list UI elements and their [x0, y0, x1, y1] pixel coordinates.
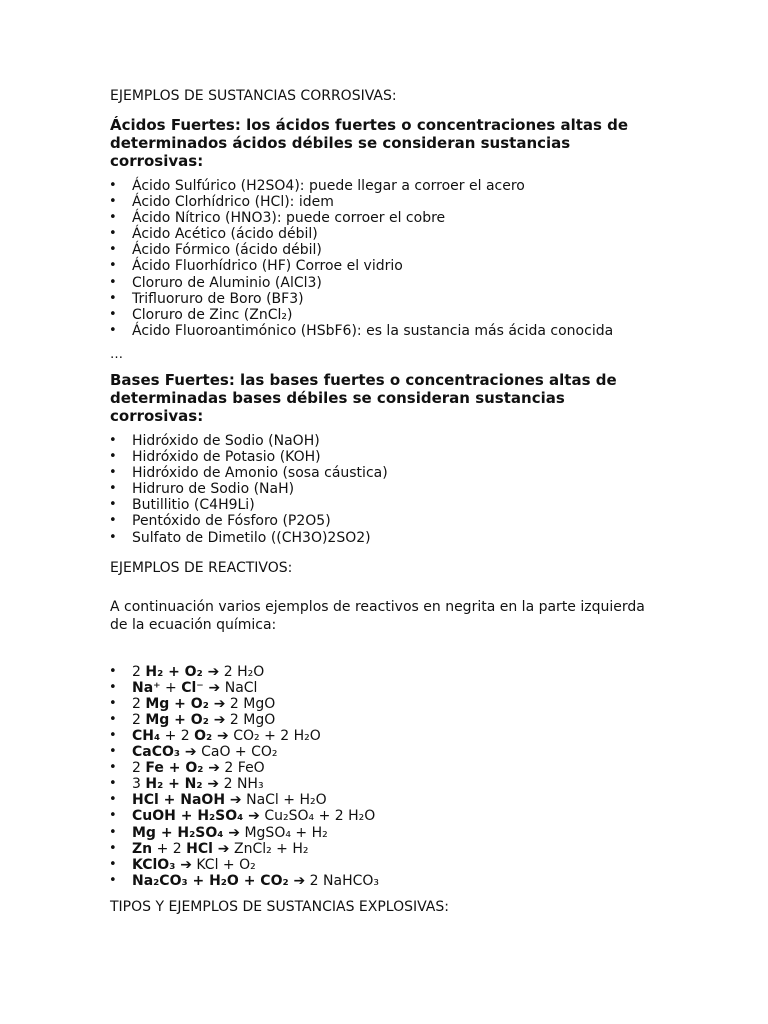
- explosives-heading: TIPOS Y EJEMPLOS DE SUSTANCIAS EXPLOSIVAS:: [110, 898, 449, 915]
- equations-list: [110, 664, 668, 889]
- equation-text: NaCl + H₂O: [241, 792, 327, 809]
- acids-list: [110, 178, 668, 339]
- equation-text: + 2: [152, 840, 187, 857]
- equation-text: CaO + CO₂: [196, 744, 278, 761]
- equation-reactant: Na₂CO₃ + H₂O + CO₂ ➔: [132, 872, 306, 889]
- list-item: • Ácido Clorhídrico (HCl): idem: [132, 194, 668, 210]
- equation-reactant: O₂ ➔: [194, 727, 229, 744]
- equation-reactant: CuOH + H₂SO₄ ➔: [132, 808, 260, 825]
- equation-text: 2 FeO: [219, 760, 265, 777]
- equation-reactant: H₂ + N₂ ➔: [145, 776, 220, 793]
- list-item: • Ácido Fórmico (ácido débil): [132, 242, 668, 258]
- equation-item: [132, 744, 668, 760]
- equation-text: Cu₂SO₄ + 2 H₂O: [259, 808, 376, 825]
- bases-list: [110, 433, 668, 546]
- equation-text: MgSO₄ + H₂: [240, 824, 328, 841]
- equation-item: [132, 841, 668, 857]
- equation-reactant: Mg + H₂SO₄ ➔: [132, 824, 241, 841]
- equation-text: CO₂ + 2 H₂O: [228, 727, 321, 744]
- reactives-intro: A continuación varios ejemplos de reactivos en negrita en la parte izquierda de la ecuación química:: [110, 598, 645, 633]
- list-item: • Trifluoruro de Boro (BF3): [132, 291, 668, 307]
- list-item: • Sulfato de Dimetilo ((CH3O)2SO2): [132, 530, 668, 546]
- list-item: • Ácido Nítrico (HNO3): puede corroer el cobre: [132, 210, 668, 226]
- list-item: • Pentóxido de Fósforo (P2O5): [132, 513, 668, 529]
- equation-reactant: Fe + O₂ ➔: [145, 760, 220, 777]
- equation-text: 2 NaHCO₃: [305, 872, 380, 889]
- ellipsis: …: [110, 346, 123, 362]
- equation-text: 2: [132, 711, 146, 728]
- equation-text: + 2: [160, 727, 195, 744]
- equation-reactant: HCl + NaOH ➔: [132, 792, 242, 809]
- equation-reactant: CH₄: [132, 727, 161, 744]
- equation-text: 2 MgO: [225, 711, 276, 728]
- reactives-heading: EJEMPLOS DE REACTIVOS:: [110, 559, 293, 576]
- equation-text: ZnCl₂ + H₂: [229, 840, 309, 857]
- list-item: • Hidróxido de Sodio (NaOH): [132, 433, 668, 449]
- corrosive-heading: EJEMPLOS DE SUSTANCIAS CORROSIVAS:: [110, 88, 397, 104]
- equation-reactant: Zn: [132, 840, 153, 857]
- equation-text: NaCl: [220, 679, 258, 696]
- equation-reactant: KClO₃ ➔: [132, 856, 192, 873]
- list-item: • Ácido Acético (ácido débil): [132, 226, 668, 242]
- acids-intro: Ácidos Fuertes: los ácidos fuertes o concentraciones altas de determinados ácidos débiles se consideran sustancias corrosivas:: [110, 116, 629, 170]
- equation-reactant: Mg + O₂ ➔: [145, 695, 226, 712]
- equation-text: KCl + O₂: [191, 856, 256, 873]
- equation-item: [132, 808, 668, 824]
- equation-item: [132, 728, 668, 744]
- list-item: • Butillitio (C4H9Li): [132, 497, 668, 513]
- equation-text: 2: [132, 663, 146, 680]
- equation-text: 2 NH₃: [219, 776, 264, 793]
- equation-text: 2: [132, 760, 146, 777]
- equation-text: 2 H₂O: [219, 663, 265, 680]
- equation-item: [132, 664, 668, 680]
- list-item: • Cloruro de Zinc (ZnCl₂): [132, 307, 668, 323]
- equation-reactant: H₂ + O₂ ➔: [145, 663, 220, 680]
- equation-item: [132, 696, 668, 712]
- list-item: • Ácido Fluorhídrico (HF) Corroe el vidrio: [132, 258, 668, 274]
- equation-text: 2: [132, 695, 146, 712]
- equation-item: [132, 680, 668, 696]
- list-item: • Hidróxido de Amonio (sosa cáustica): [132, 465, 668, 481]
- equation-reactant: Na⁺: [132, 679, 161, 696]
- equation-item: [132, 857, 668, 873]
- equation-text: +: [160, 679, 182, 696]
- list-item: • Ácido Fluoroantimónico (HSbF6): es la sustancia más ácida conocida: [132, 323, 668, 339]
- equation-item: [132, 825, 668, 841]
- equation-reactant: CaCO₃ ➔: [132, 744, 197, 761]
- list-item: • Cloruro de Aluminio (AlCl3): [132, 275, 668, 291]
- equation-item: [132, 712, 668, 728]
- equation-text: 2 MgO: [225, 695, 276, 712]
- equation-item: [132, 760, 668, 776]
- equation-item: [132, 776, 668, 792]
- list-item: • Hidruro de Sodio (NaH): [132, 481, 668, 497]
- equation-item: [132, 873, 668, 889]
- equation-text: 3: [132, 776, 146, 793]
- equation-item: [132, 792, 668, 808]
- list-item: • Hidróxido de Potasio (KOH): [132, 449, 668, 465]
- list-item: • Ácido Sulfúrico (H2SO4): puede llegar a corroer el acero: [132, 178, 668, 194]
- equation-reactant: Mg + O₂ ➔: [145, 711, 226, 728]
- bases-intro: Bases Fuertes: las bases fuertes o concentraciones altas de determinadas bases débiles se consideran sustancias corrosivas:: [110, 370, 617, 425]
- equation-reactant: Cl⁻ ➔: [181, 679, 221, 696]
- equation-reactant: HCl ➔: [186, 840, 230, 857]
